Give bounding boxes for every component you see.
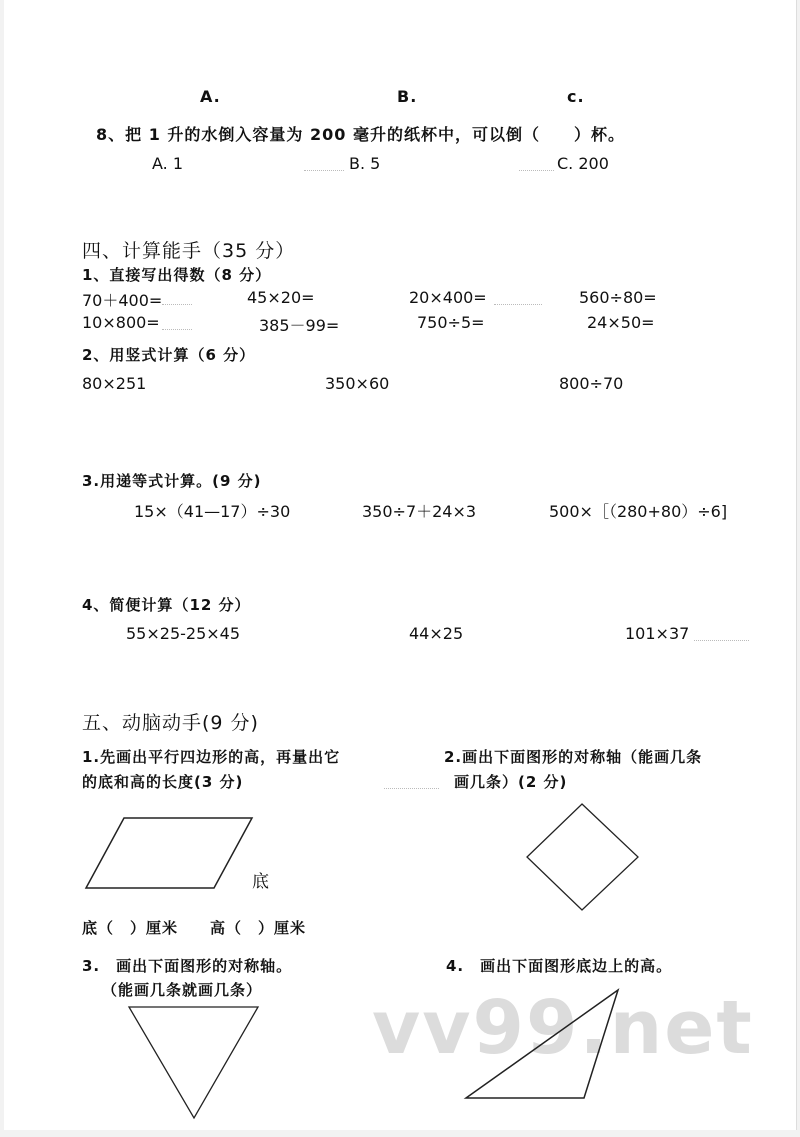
calc-item: 55×25-25×45	[126, 624, 241, 643]
question-8-option-b: B. 5	[349, 154, 381, 173]
section-4-title: 四、计算能手（35 分）	[82, 240, 296, 262]
calc-item: 560÷80=	[579, 288, 657, 307]
q2-line-1: 2.画出下面图形的对称轴（能画几条	[444, 748, 703, 766]
dotted-gap	[162, 304, 192, 305]
calc-item: 44×25	[409, 624, 464, 643]
dotted-gap	[162, 329, 192, 330]
calc-item: 15×（41—17）÷30	[134, 502, 291, 521]
worksheet-page	[4, 0, 797, 1130]
option-b-label: B.	[397, 87, 418, 106]
section-5-title: 五、动脑动手(9 分)	[82, 712, 259, 734]
q4-line-1: 4. 画出下面图形底边上的高。	[446, 957, 673, 975]
calc-item: 24×50=	[587, 313, 655, 332]
calc-item: 80×251	[82, 374, 147, 393]
base-label: 底	[252, 872, 269, 892]
square-diamond-figure	[524, 800, 644, 915]
calc-item: 800÷70	[559, 374, 624, 393]
calc-item: 10×800=	[82, 313, 160, 332]
option-c-label: c.	[567, 87, 585, 106]
calc-item: 70＋400=	[82, 291, 163, 310]
part-4-title: 4、简便计算（12 分）	[82, 596, 251, 614]
obtuse-triangle-figure	[464, 986, 624, 1101]
q1-line-1: 1.先画出平行四边形的高，再量出它	[82, 748, 341, 766]
part-3-title: 3.用递等式计算。(9 分)	[82, 472, 262, 490]
dotted-gap	[384, 788, 439, 789]
calc-item: 45×20=	[247, 288, 315, 307]
q2-line-2: 画几条）(2 分)	[454, 773, 568, 791]
dotted-gap	[519, 170, 554, 171]
watermark: vv99.net	[372, 985, 754, 1071]
dotted-gap	[694, 640, 749, 641]
calc-item: 385－99=	[259, 316, 340, 335]
question-8-option-c: C. 200	[557, 154, 609, 173]
q3-line-2: （能画几条就画几条）	[102, 981, 263, 999]
calc-item: 350×60	[325, 374, 390, 393]
calc-item: 750÷5=	[417, 313, 485, 332]
question-8-option-a: A. 1	[152, 154, 184, 173]
inverted-triangle-figure	[124, 1004, 264, 1122]
calc-item: 500×［（280+80）÷6]	[549, 502, 728, 521]
q1-line-2: 的底和高的长度(3 分)	[82, 773, 244, 791]
dotted-gap	[304, 170, 344, 171]
part-2-title: 2、用竖式计算（6 分）	[82, 346, 256, 364]
q1-answer-line: 底（ ）厘米 高（ ）厘米	[82, 919, 307, 937]
calc-item: 350÷7＋24×3	[362, 502, 477, 521]
option-a-label: A.	[200, 87, 221, 106]
calc-item: 20×400=	[409, 288, 487, 307]
part-1-title: 1、直接写出得数（8 分）	[82, 266, 272, 284]
q3-line-1: 3. 画出下面图形的对称轴。	[82, 957, 293, 975]
parallelogram-figure	[84, 810, 254, 895]
calc-item: 101×37	[625, 624, 690, 643]
dotted-gap	[494, 304, 542, 305]
question-8-text: 8、把 1 升的水倒入容量为 200 毫升的纸杯中，可以倒（ ）杯。	[96, 125, 625, 144]
